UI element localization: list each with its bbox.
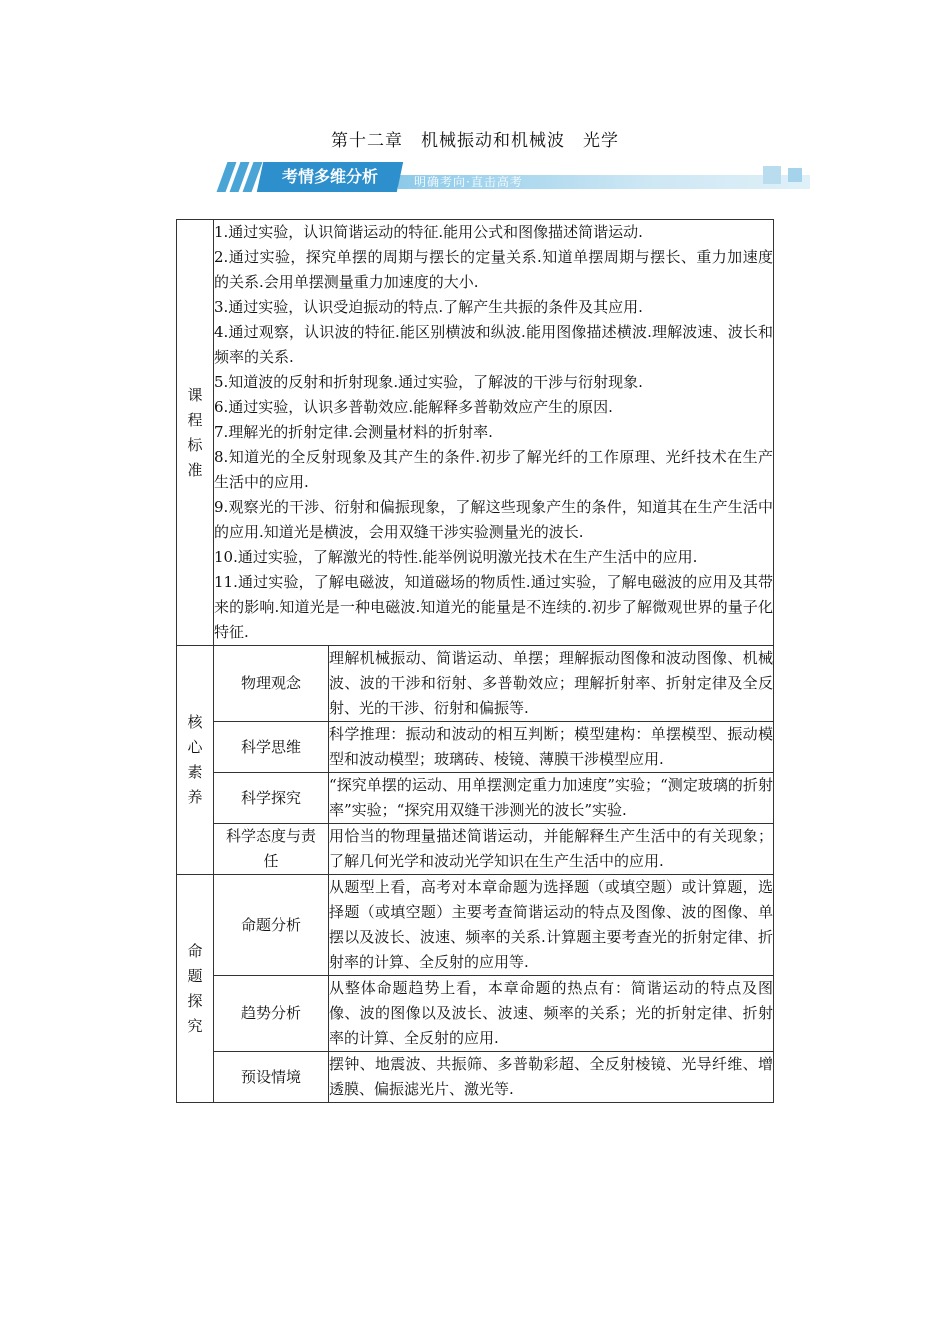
chapter-title: 第十二章 机械振动和机械波 光学	[331, 131, 619, 151]
analysis-table	[176, 219, 774, 1103]
exam-inquiry-row	[177, 1052, 774, 1103]
standard-item: 11.通过实验，了解电磁波，知道磁场的物质性.通过实验，了解电磁波的应用及其带来的影响.知道光是一种电磁波.知道光的能量是不连续的.初步了解微观世界的量子化特征.	[214, 573, 773, 641]
standard-item: 5.知道波的反射和折射现象.通过实验，了解波的干涉与衍射现象.	[214, 373, 643, 391]
banner-tag-label: 考情多维分析	[281, 167, 378, 186]
standard-item: 6.通过实验，认识多普勒效应.能解释多普勒效应产生的原因.	[214, 398, 613, 416]
banner-subtitle: 明确考向·直击高考	[414, 175, 523, 189]
core-literacy-row	[177, 646, 774, 722]
category-exam-inquiry: 命题探究	[177, 875, 214, 1103]
section-banner	[218, 162, 810, 192]
category-course-standard: 课程标准	[177, 220, 214, 646]
standard-item: 1.通过实验，认识简谐运动的特征.能用公式和图像描述简谐运动.	[214, 223, 643, 241]
core-literacy-row	[177, 722, 774, 773]
exam-inquiry-row	[177, 875, 774, 976]
core-literacy-row	[177, 773, 774, 824]
sub-content: 用恰当的物理量描述简谐运动，并能解释生产生活中的有关现象；了解几何光学和波动光学知识在生产生活中的应用.	[329, 824, 774, 875]
sub-label: 科学思维	[214, 722, 329, 773]
category-core-literacy: 核心素养	[177, 646, 214, 875]
sub-label: 物理观念	[214, 646, 329, 722]
standard-item: 4.通过观察，认识波的特征.能区别横波和纵波.能用图像描述横波.理解波速、波长和频率的关系.	[214, 323, 773, 366]
exam-inquiry-row	[177, 976, 774, 1052]
sub-content: 从整体命题趋势上看，本章命题的热点有：简谐运动的特点及图像、波的图像以及波长、波速、频率的关系；光的折射定律、折射率的计算、全反射的应用.	[329, 976, 774, 1052]
course-standard-content	[214, 220, 774, 646]
sub-label: 科学态度与责任	[214, 824, 329, 875]
sub-label: 科学探究	[214, 773, 329, 824]
core-literacy-row	[177, 824, 774, 875]
sub-content: “探究单摆的运动、用单摆测定重力加速度”实验；“测定玻璃的折射率”实验；“探究用双缝干涉测光的波长”实验.	[329, 773, 774, 824]
standard-item: 7.理解光的折射定律.会测量材料的折射率.	[214, 423, 493, 441]
standard-item: 2.通过实验，探究单摆的周期与摆长的定量关系.知道单摆周期与摆长、重力加速度的关系.会用单摆测量重力加速度的大小.	[214, 248, 773, 291]
sub-label: 趋势分析	[214, 976, 329, 1052]
standard-item: 3.通过实验，认识受迫振动的特点.了解产生共振的条件及其应用.	[214, 298, 643, 316]
sub-content: 科学推理：振动和波动的相互判断；模型建构：单摆模型、振动模型和波动模型；玻璃砖、棱镜、薄膜干涉模型应用.	[329, 722, 774, 773]
sub-content: 摆钟、地震波、共振筛、多普勒彩超、全反射棱镜、光导纤维、增透膜、偏振滤光片、激光等.	[329, 1052, 774, 1103]
sub-label: 预设情境	[214, 1052, 329, 1103]
standard-item: 8.知道光的全反射现象及其产生的条件.初步了解光纤的工作原理、光纤技术在生产生活中的应用.	[214, 448, 773, 491]
standard-item: 10.通过实验，了解激光的特性.能举例说明激光技术在生产生活中的应用.	[214, 548, 698, 566]
sub-label: 命题分析	[214, 875, 329, 976]
sub-content: 从题型上看，高考对本章命题为选择题（或填空题）或计算题，选择题（或填空题）主要考查简谐运动的特点及图像、波的图像、单摆以及波长、波速、频率的关系.计算题主要考查光的折射定律、折射率的计算、全反射的应用等.	[329, 875, 774, 976]
course-standard-row	[177, 220, 774, 646]
standard-item: 9.观察光的干涉、衍射和偏振现象，了解这些现象产生的条件，知道其在生产生活中的应用.知道光是横波，会用双缝干涉实验测量光的波长.	[214, 498, 773, 541]
banner-square	[763, 166, 781, 184]
banner-tag	[257, 162, 403, 192]
banner-square	[788, 168, 802, 182]
sub-content: 理解机械振动、简谐运动、单摆；理解振动图像和波动图像、机械波、波的干涉和衍射、多普勒效应；理解折射率、折射定律及全反射、光的干涉、衍射和偏振等.	[329, 646, 774, 722]
